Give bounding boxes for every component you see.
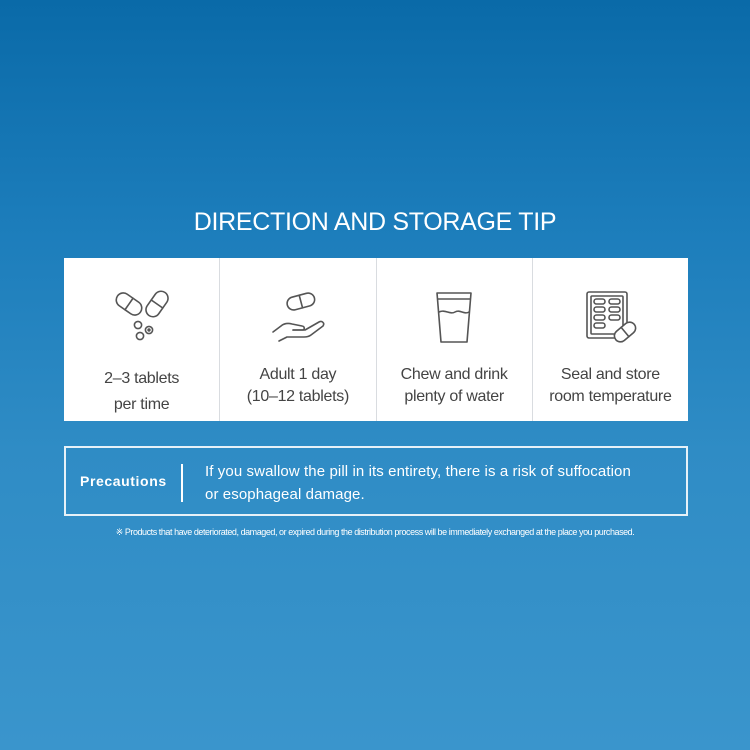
card-dosage — [64, 258, 219, 421]
card-storage-text — [533, 364, 688, 408]
card-water-line2: plenty of water — [404, 388, 504, 405]
card-dosage-text — [64, 366, 219, 418]
card-water-line1: Chew and drink — [400, 366, 508, 383]
card-water-text — [377, 364, 532, 408]
card-dosage-line1: 2–3 tablets — [104, 370, 180, 387]
card-daily — [219, 258, 375, 421]
precautions-box — [64, 446, 688, 516]
card-storage — [532, 258, 688, 421]
capsules-icon — [111, 288, 173, 346]
exchange-footnote: ※ Products that have deteriorated, damaged, or expired during the distribution process will be immediately exchanged at the place you purchased. — [115, 527, 635, 537]
card-dosage-line2: per time — [113, 396, 170, 413]
section-title: DIRECTION AND STORAGE TIP — [193, 208, 557, 236]
precautions-line2: or esophageal damage. — [205, 486, 365, 503]
card-storage-line1: Seal and store — [560, 366, 660, 383]
water-glass-icon — [423, 288, 485, 346]
card-daily-line1: Adult 1 day — [259, 366, 337, 383]
precautions-divider — [181, 464, 183, 502]
direction-cards — [64, 258, 688, 421]
card-storage-line2: room temperature — [549, 388, 672, 405]
hand-capsule-icon — [267, 288, 329, 346]
card-daily-line2: (10–12 tablets) — [246, 388, 349, 405]
precautions-label: Precautions — [80, 473, 167, 489]
blister-pack-icon — [579, 288, 641, 346]
precautions-text — [205, 460, 675, 506]
precautions-line1: If you swallow the pill in its entirety, there is a risk of suffocation — [205, 463, 631, 480]
card-water — [376, 258, 532, 421]
card-daily-text — [220, 364, 375, 408]
